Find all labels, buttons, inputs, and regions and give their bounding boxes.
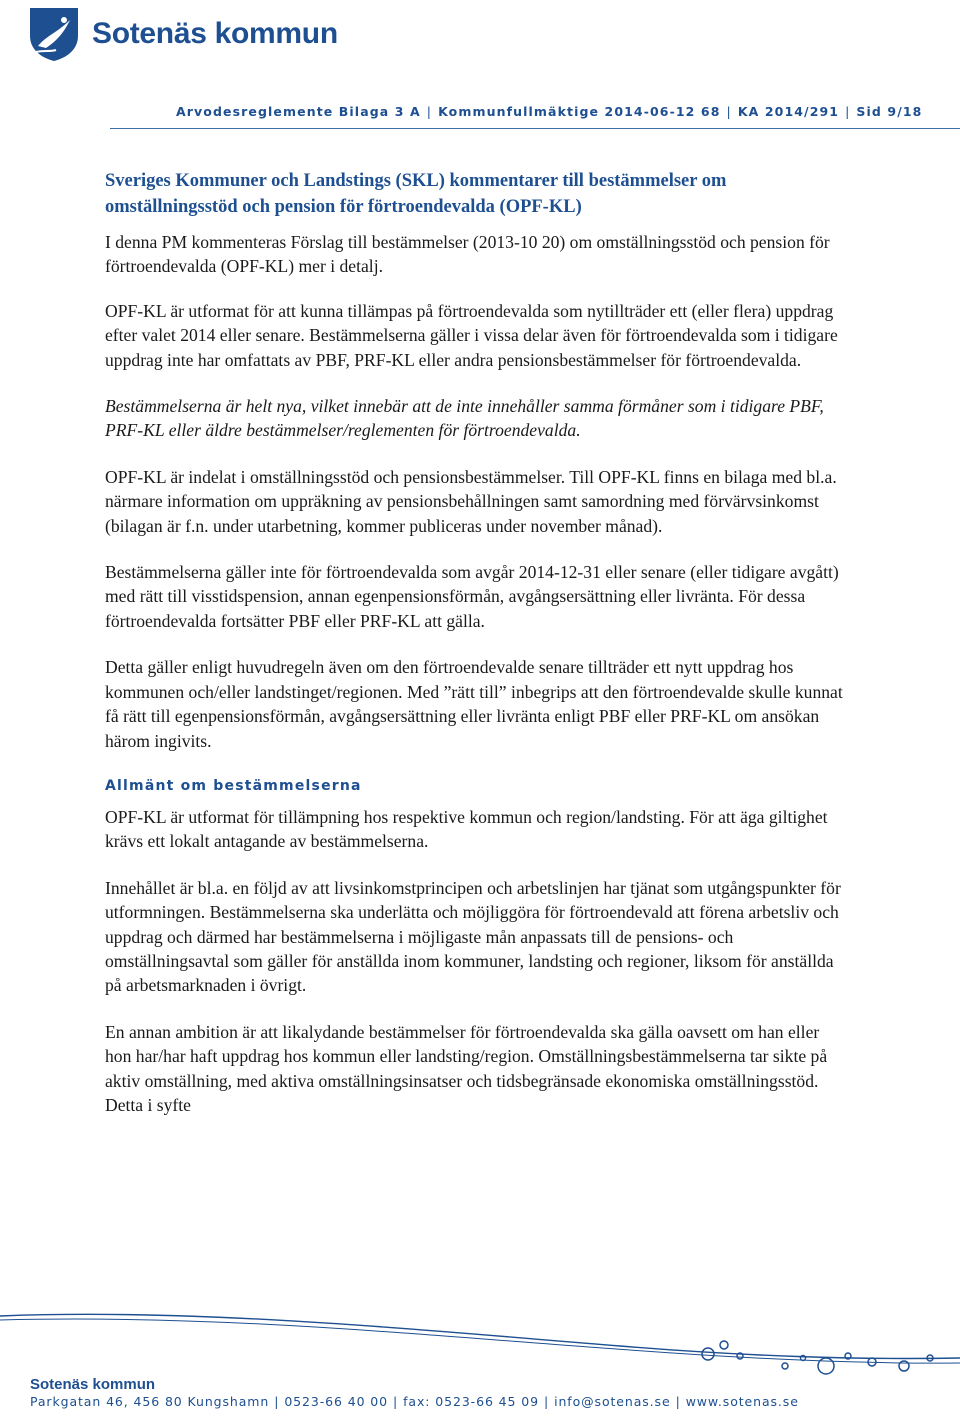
separator: | bbox=[726, 104, 732, 119]
logo bbox=[28, 6, 338, 62]
header-rule bbox=[110, 128, 960, 129]
document-title: Sveriges Kommuner och Landstings (SKL) kommentarer till bestämmelser om omställningsstöd och pension för förtroendevalda (OPF-KL) bbox=[105, 171, 727, 217]
doc-title: Arvodesreglemente Bilaga 3 A bbox=[176, 104, 421, 119]
separator: | bbox=[426, 104, 433, 119]
wave-bubbles-icon bbox=[0, 1300, 960, 1380]
meeting-info: Kommunfullmäktige 2014-06-12 68 bbox=[438, 104, 721, 119]
footer-address: Parkgatan 46, 456 80 Kungshamn bbox=[30, 1394, 270, 1409]
separator: | bbox=[543, 1394, 550, 1409]
case-number: KA 2014/291 bbox=[737, 104, 840, 119]
footer-org: Sotenäs kommun bbox=[30, 1376, 156, 1393]
separator: | bbox=[274, 1394, 280, 1409]
paragraph: I denna PM kommenteras Förslag till bestämmelser (2013-10 20) om omställningsstöd och pension för förtroendevalda (OPF-KL) mer i detalj. bbox=[105, 232, 830, 277]
paragraph: Innehållet är bl.a. en följd av att livsinkomstprincipen och arbetslinjen har tjänat som utgångspunkter för utformningen. Bestämmelserna ska underlätta och möjliggöra för förtroendevald att förena arbetsliv och uppdrag och därmed har bestämmelserna i möjligaste mån anpassats till de pensions- och omställningsavtal som gäller för anställda inom kommuner, landsting och regioner, liksom för anställda på arbetsmarknaden i övrigt. bbox=[105, 877, 841, 996]
paragraph: Detta gäller enligt huvudregeln även om den förtroendevalde senare tillträder ett nytt uppdrag hos kommunen och/eller landstinget/regionen. Med ”rätt till” inbegrips att den förtroendevalde skulle kunnat få rätt till egenpensionsförmån, avgångsersättning eller livränta enligt PBF eller PRF-KL om ansökan härom ingivits. bbox=[105, 657, 843, 751]
separator: | bbox=[675, 1394, 681, 1409]
separator: | bbox=[845, 104, 851, 119]
separator: | bbox=[393, 1394, 399, 1409]
footer-contact bbox=[30, 1394, 799, 1409]
paragraph: OPF-KL är utformat för att kunna tillämpas på förtroendevalda som nytillträder ett (eller flera) uppdrag efter valet 2014 eller senare. Bestämmelserna gäller i vissa delar även för förtroendevalda som i tidigare uppdrag inte har omfattats av PBF, PRF-KL eller andra pensionsbestämmelser för förtroendevalda. bbox=[105, 300, 838, 370]
footer-web-link[interactable]: www.sotenas.se bbox=[685, 1394, 799, 1409]
section-heading: Allmänt om bestämmelserna bbox=[105, 777, 362, 794]
document-body bbox=[105, 168, 850, 1139]
logo-name: Sotenäs kommun bbox=[92, 17, 338, 50]
sotenas-seal-icon bbox=[28, 6, 80, 62]
paragraph: OPF-KL är utformat för tillämpning hos respektive kommun och region/landsting. För att äga giltighet krävs ett lokalt antagande av bestämmelserna. bbox=[105, 806, 828, 852]
footer-email-link[interactable]: info@sotenas.se bbox=[554, 1394, 671, 1409]
paragraph-italic: Bestämmelserna är helt nya, vilket innebär att de inte innehåller samma förmåner som i tidigare PBF, PRF-KL eller äldre bestämmelser/reglementen för förtroendevalda. bbox=[105, 396, 824, 441]
paragraph: Bestämmelserna gäller inte för förtroendevalda som avgår 2014-12-31 eller senare (eller tidigare avgått) med rätt till visstidspension, annan egenpensionsförmån, avgångsersättning eller livränta. För dessa förtroendevalda fortsätter PBF eller PRF-KL att gälla. bbox=[105, 562, 839, 631]
page-number: Sid 9/18 bbox=[856, 104, 923, 119]
document-header bbox=[176, 104, 922, 119]
footer-phone: 0523-66 40 00 bbox=[284, 1394, 388, 1409]
footer-fax: fax: 0523-66 45 09 bbox=[403, 1394, 539, 1409]
paragraph: OPF-KL är indelat i omställningsstöd och pensionsbestämmelser. Till OPF-KL finns en bilaga med bl.a. närmare information om uppräkning av pensionsbehållningen samt samordning med förvärvsinkomst (bilagan är f.n. under utarbetning, kommer publiceras under november månad). bbox=[105, 466, 837, 536]
paragraph: En annan ambition är att likalydande bestämmelser för förtroendevalda ska gälla oavsett om han eller hon har/har haft uppdrag hos kommun eller landsting/region. Omställningsbestämmelserna tar sikte på aktiv omställning, med aktiva omställningsinsatser och tidsbegränsade ekonomiska omställningsstöd. Detta i syfte bbox=[105, 1021, 828, 1115]
